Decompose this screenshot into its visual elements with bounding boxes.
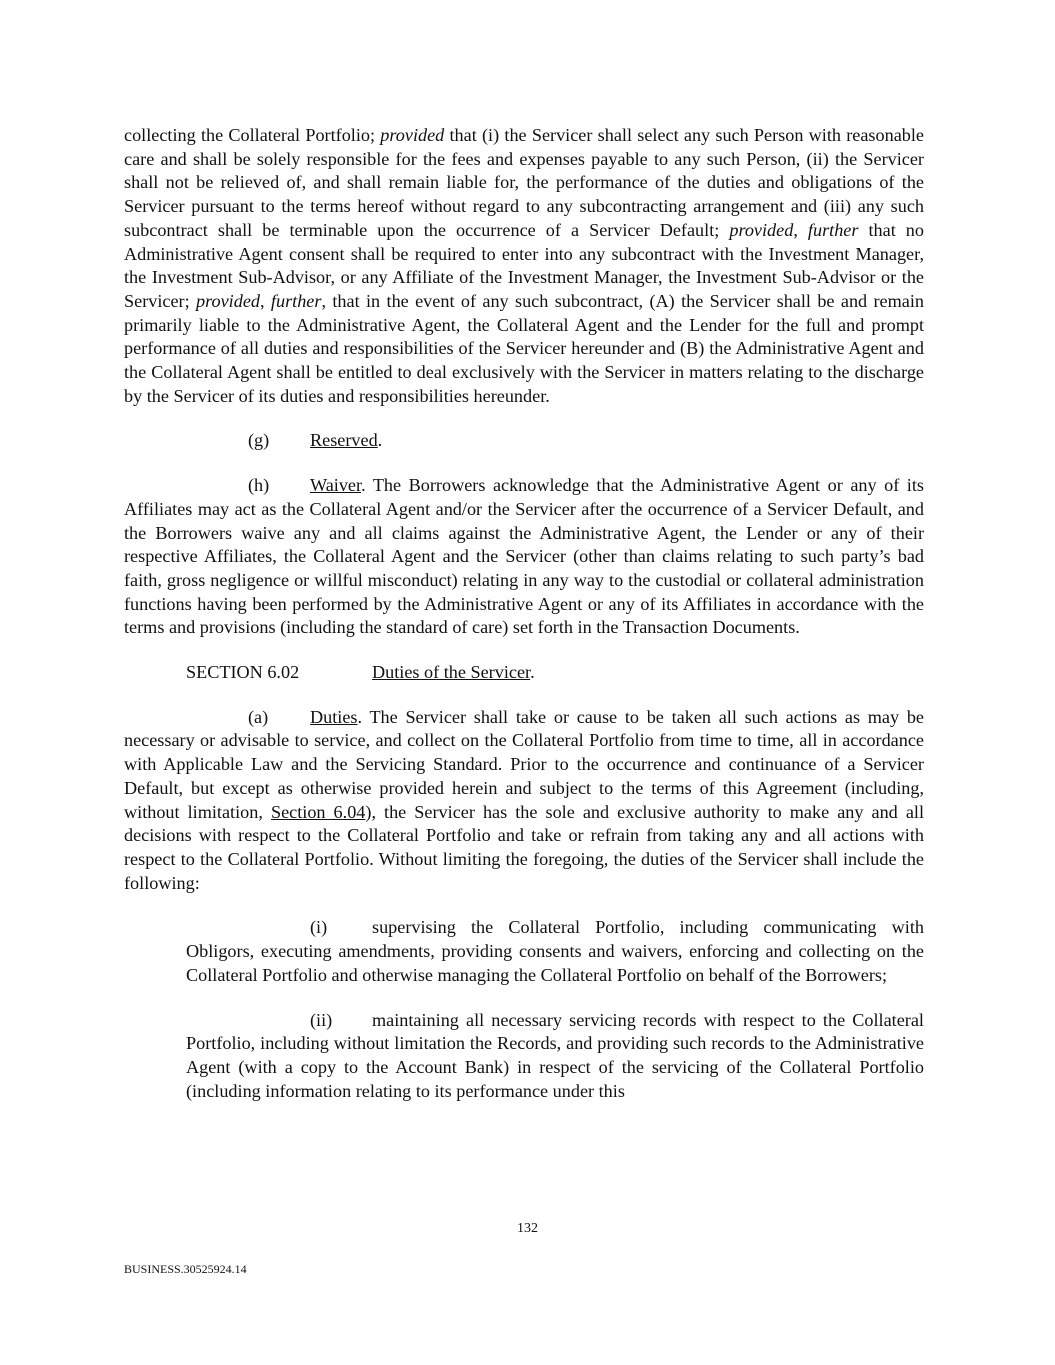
section-reference: Section 6.04 bbox=[270, 801, 366, 822]
text-run: . bbox=[530, 662, 535, 683]
clause-label: (g) bbox=[248, 430, 270, 451]
section-heading bbox=[124, 661, 924, 685]
continued-paragraph bbox=[124, 124, 924, 408]
text-run: , bbox=[260, 290, 271, 311]
text-run: . bbox=[377, 430, 383, 451]
page-number: 132 bbox=[517, 1221, 538, 1236]
text-run: that no Administrative Agent consent shall be required to enter into any subcontract with the Investment Manager, the Investment Sub-Advisor, or any Affiliate of the Investment Manager, the Investment Sub-Advisor or the Servicer; bbox=[124, 219, 924, 311]
text-run: . The Servicer shall take or cause to be taken all such actions as may be necessary or advisable to service, and collect on the Collateral Portfolio from time to time, all in accordance with Applicable Law and the Servicing Standard. Prior to the occurrence and continuance of a Servicer Default, but except as otherwise provided herein and subject to the terms of this Agreement (including, without limitation, bbox=[124, 706, 924, 822]
italic-term: further bbox=[270, 290, 322, 311]
italic-term: provided bbox=[729, 219, 794, 240]
document-footer-id: BUSINESS.30525924.14 bbox=[124, 1262, 247, 1276]
subclause-ii bbox=[186, 1009, 924, 1104]
clause-title: Waiver bbox=[310, 475, 362, 496]
text-run: maintaining all necessary servicing records with respect to the Collateral Portfolio, including without limitation the Records, and providing such records to the Administrative Agent (with a copy to the Account Bank) in respect of the servicing of the Collateral Portfolio (including information relating to its performance under this bbox=[186, 1009, 924, 1101]
section-title: Duties of the Servicer bbox=[372, 662, 531, 683]
clause-title: Reserved bbox=[310, 430, 378, 451]
text-run: that (i) the Servicer shall select any such Person with reasonable care and shall be solely responsible for the fees and expenses payable to any such Person, (ii) the Servicer shall not be relieved of, and shall remain liable for, the performance of the duties and obligations of the Servicer pursuant to the terms hereof without regard to any subcontracting arrangement and (iii) any such subcontract shall be terminable upon the occurrence of a Servicer Default; bbox=[124, 125, 924, 240]
text-run: , that in the event of any such subcontract, (A) the Servicer shall be and remain primarily liable to the Administrative Agent, the Collateral Agent and the Lender for the full and prompt performance of all duties and responsibilities of the Servicer hereunder and (B) the Administrative Agent and the Collateral Agent shall be entitled to deal exclusively with the Servicer in matters relating to the discharge by the Servicer of its duties and responsibilities hereunder. bbox=[124, 290, 924, 406]
subclause-label: (ii) bbox=[310, 1009, 333, 1030]
text-run: , bbox=[793, 219, 808, 240]
text-run: . The Borrowers acknowledge that the Administrative Agent or any of its Affiliates may act as the Collateral Agent and/or the Servicer after the occurrence of a Servicer Default, and the Borrowers waive any and all claims against the Administrative Agent, the Lender or any of their respective Affiliates, the Collateral Agent and the Servicer (other than claims relating to such party’s bad faith, gross negligence or willful misconduct) relating in any way to the custodial or collateral administration functions having been performed by the Administrative Agent or any of its Affiliates in accordance with the terms and provisions (including the standard of care) set forth in the Transaction Documents. bbox=[124, 475, 924, 638]
section-number: SECTION 6.02 bbox=[186, 662, 300, 683]
italic-term: provided bbox=[196, 290, 260, 311]
text-run: supervising the Collateral Portfolio, including communicating with Obligors, executing amendments, providing consents and waivers, enforcing and collecting on the Collateral Portfolio and otherwise managing the Collateral Portfolio on behalf of the Borrowers; bbox=[186, 917, 924, 985]
italic-term: further bbox=[807, 219, 859, 240]
document-body bbox=[124, 124, 924, 1103]
clause-a bbox=[124, 706, 924, 896]
italic-term: provided bbox=[380, 125, 445, 145]
text-run: collecting the Collateral Portfolio; bbox=[124, 125, 381, 145]
clause-title: Duties bbox=[310, 706, 358, 727]
clause-label: (a) bbox=[248, 706, 269, 727]
clause-label: (h) bbox=[248, 475, 270, 496]
subclause-label: (i) bbox=[310, 917, 328, 938]
text-run: ), the Servicer has the sole and exclusive authority to make any and all decisions with respect to the Collateral Portfolio and take or refrain from taking any and all actions with respect to the Collateral Portfolio. Without limiting the foregoing, the duties of the Servicer shall include the following: bbox=[124, 801, 924, 893]
clause-h bbox=[124, 474, 924, 640]
subclause-i bbox=[186, 916, 924, 987]
clause-g bbox=[124, 429, 924, 453]
